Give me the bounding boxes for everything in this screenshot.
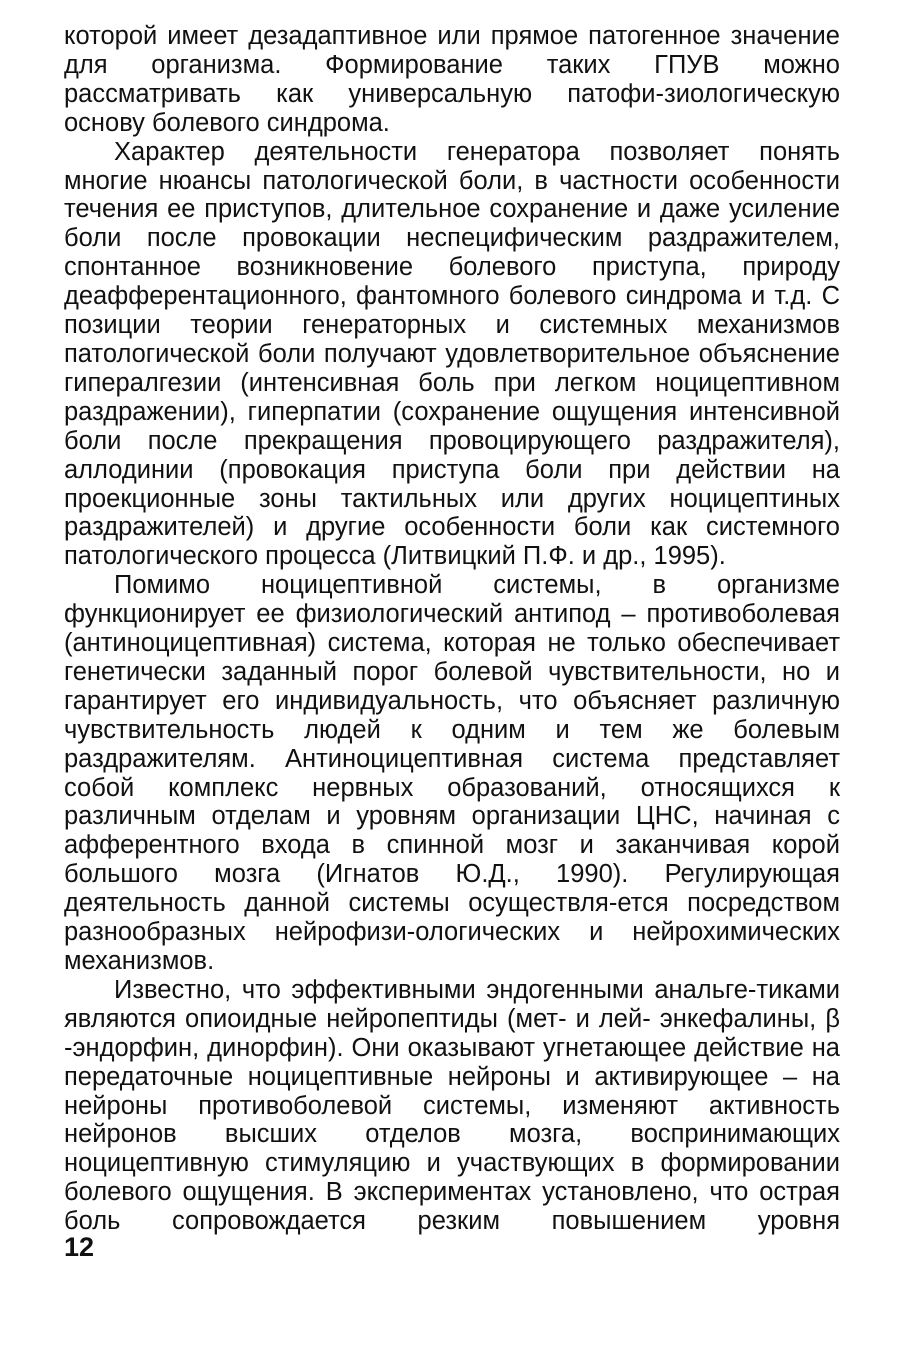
paragraph-antinociceptive: Помимо ноцицептивной системы, в организме функционирует ее физиологический антипод – противоболевая (антиноцицептивная) система, которая не только обеспечивает генетически заданный порог болевой чувствительности, но и гарантирует его индивидуальность, что объясняет различную чувствительность людей к одним и тем же болевым раздражителям. Антиноцицептивная система представляет собой комплекс нервных образований, относящихся к различным отделам и уровням организации ЦНС, начиная с афферентного входа в спинной мозг и заканчивая корой большого мозга (Игнатов Ю.Д., 1990). Регулирующая деятельность данной системы осуществля-ется посредством разнообразных нейрофизи-ологических и нейрохимических механизмов. xyxy=(64,571,840,975)
page-number: 12 xyxy=(64,1232,95,1262)
paragraph-continuation: которой имеет дезадаптивное или прямое патогенное значение для организма. Формирование таких ГПУВ можно рассматривать как универсальную патофи-зиологическую основу болевого синдрома. xyxy=(64,22,840,137)
paragraph-generator: Характер деятельности генератора позволяет понять многие нюансы патологической боли, в частности особенности течения ее приступов, длительное сохранение и даже усиление боли после провокации неспецифическим раздражителем, спонтанное возникновение болевого приступа, природу деафферентационного, фантомного болевого синдрома и т.д. С позиции теории генераторных и системных механизмов патологической боли получают удовлетворительное объяснение гипералгезии (интенсивная боль при легком ноцицептивном раздражении), гиперпатии (сохранение ощущения интенсивной боли после прекращения провоцирующего раздражителя), аллодинии (провокация приступа боли при действии на проекционные зоны тактильных или других ноцицептиных раздражителей) и другие особенности боли как системного патологического процесса (Литвицкий П.Ф. и др., 1995). xyxy=(64,137,840,571)
body-text xyxy=(64,22,840,1236)
paragraph-opioids: Известно, что эффективными эндогенными анальге-тиками являются опиоидные нейропептиды (мет- и лей- энкефалины, β -эндорфин, динорфин). Они оказывают угнетающее действие на передаточные ноцицептивные нейроны и активирующее – на нейроны противоболевой системы, изменяют активность нейронов высших отделов мозга, воспринимающих ноцицептивную стимуляцию и участвующих в формировании болевого ощущения. В экспериментах установлено, что острая боль сопровождается резким повышением уровня xyxy=(64,975,840,1236)
